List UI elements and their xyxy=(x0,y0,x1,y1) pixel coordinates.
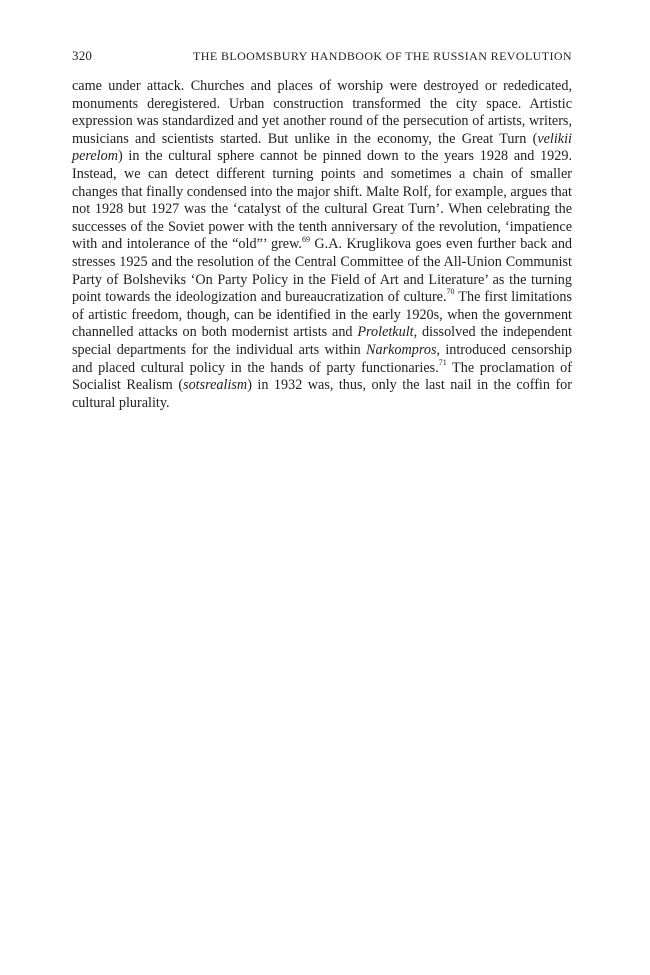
body-paragraph xyxy=(72,78,572,412)
running-title: THE BLOOMSBURY HANDBOOK OF THE RUSSIAN REVOLUTION xyxy=(193,49,572,63)
text-segment: The first limitations of artistic freedom, though, can be identified in the early 1920s, when the government channelled attacks on both modernist artists and xyxy=(72,289,572,341)
text-segment: ) in the cultural sphere cannot be pinned down to the years 1928 and 1929. Instead, we can detect different turning points and sometimes a chain of smaller changes that finally condensed into the major shift. Malte Rolf, for example, argues that not 1928 but 1927 was the ‘catalyst of the cultural Great Turn’. When celebrating the successes of the Soviet power with the tenth anniversary of the revolution, ‘impatience with and intolerance of the “old”’ grew. xyxy=(72,148,572,253)
text-segment: ) in 1932 was, thus, only the last nail in the coffin for cultural plurality. xyxy=(72,377,572,411)
page-number: 320 xyxy=(72,48,93,63)
book-page xyxy=(72,48,572,412)
italic-term: Proletkult xyxy=(357,324,414,341)
footnote-ref-69[interactable]: 69 xyxy=(301,234,310,244)
text-segment: The proclamation of Socialist Realism ( xyxy=(72,359,572,394)
footnote-ref-70[interactable]: 70 xyxy=(446,287,455,297)
italic-term: velikii perelom xyxy=(72,130,572,165)
text-segment: G.A. Kruglikova goes even further back and stresses 1925 and the resolution of the Central Committee of the All-Union Communist Party of Bolsheviks ‘On Party Policy in the Field of Art and Literature’ as the turning point towards the ideologization and bureaucratization of culture. xyxy=(72,236,573,306)
text-segment: , introduced censorship and placed cultural policy in the hands of party functionaries. xyxy=(72,341,572,376)
text-segment: came under attack. Churches and places of worship were destroyed or rededicated, monuments deregistered. Urban construction transformed the city space. Artistic expression was standardized and yet another round of the persecution of artists, writers, musicians and scientists started. But unlike in the economy, the Great Turn ( xyxy=(72,78,572,147)
text-segment: , dissolved the independent special departments for the individual arts within xyxy=(72,324,572,358)
footnote-ref-71[interactable]: 71 xyxy=(438,357,447,367)
running-header xyxy=(72,48,572,64)
italic-term: sotsrealism xyxy=(183,377,248,394)
italic-term: Narkompros xyxy=(366,341,437,358)
